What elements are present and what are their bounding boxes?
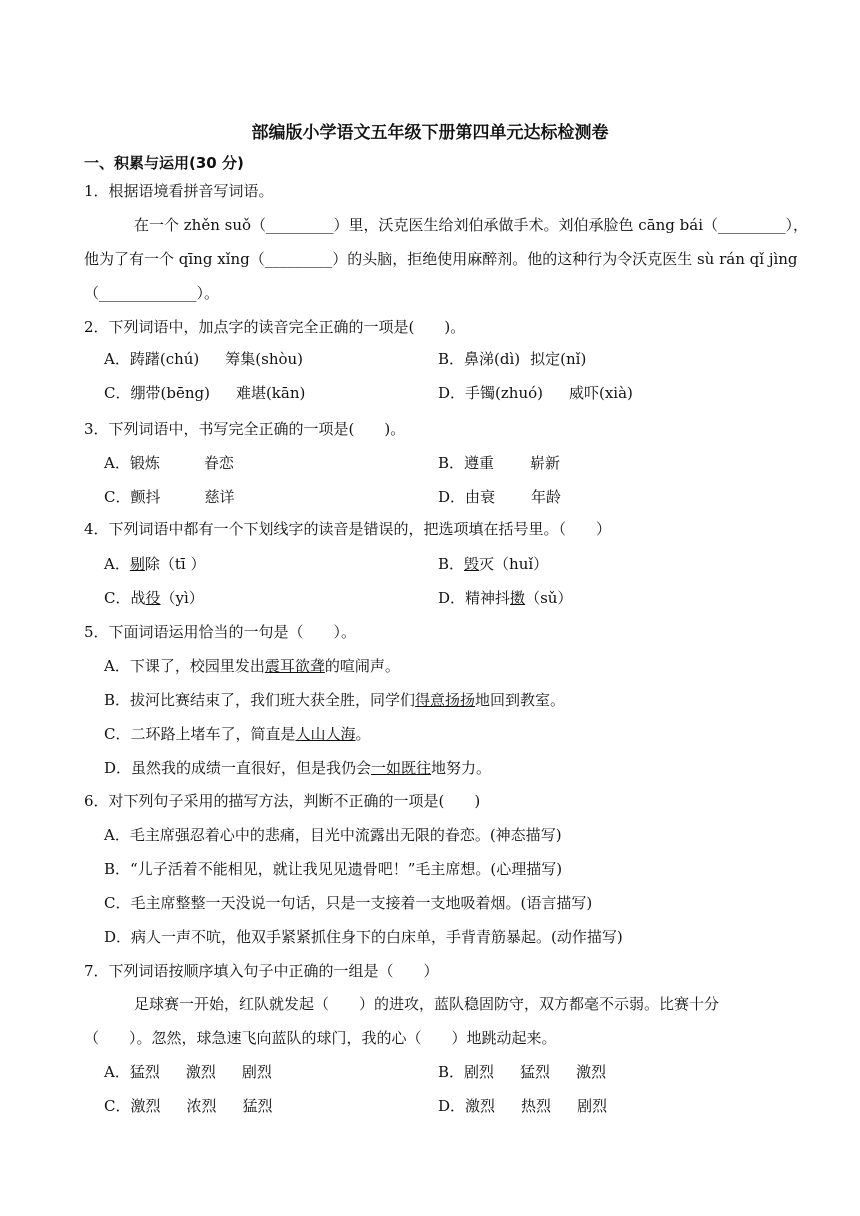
q3-stem: 3．下列词语中，书写完全正确的一项是( )。 [84, 420, 406, 438]
q4-stem: 4．下列词语中都有一个下划线字的读音是错误的，把选项填在括号里。（ ） [84, 520, 612, 538]
q6-option-c: C．毛主席整整一天没说一句话，只是一支接着一支地吸着烟。(语言描写) [104, 894, 593, 912]
q6-option-b: B．“儿子活着不能相见，就让我见见遗骨吧！”毛主席想。(心理描写) [104, 860, 563, 878]
option-rest: 灭（huǐ） [479, 555, 549, 573]
option-rest: 。 [355, 725, 371, 743]
option-label: A． [104, 350, 130, 368]
q2-option-a [104, 348, 303, 369]
option-word: 锻炼 [129, 454, 160, 472]
page-title: 部编版小学语文五年级下册第四单元达标检测卷 [251, 123, 609, 143]
q6-stem: 6．对下列句子采用的描写方法，判断不正确的一项是( ) [84, 792, 481, 810]
option-label: C． [104, 384, 131, 402]
q2-option-b [438, 348, 586, 369]
q3-option-b [438, 452, 560, 473]
q5-option-c [104, 723, 371, 744]
q4-option-b [438, 553, 548, 574]
option-label: C． [104, 488, 131, 506]
option-label: D． [438, 1097, 466, 1115]
q4-option-d [438, 587, 572, 608]
option-rest: 的喧闹声。 [324, 657, 400, 675]
option-word: 剧烈 [577, 1097, 608, 1115]
option-word: 剧烈 [241, 1063, 272, 1081]
option-word: 颤抖 [130, 488, 161, 506]
underlined-char: 剔 [129, 555, 145, 573]
option-label: A． [104, 555, 130, 573]
option-label: D． [438, 589, 466, 607]
option-label: D． [438, 488, 466, 506]
underlined-char: 擞 [510, 589, 526, 607]
q2-stem: 2．下列词语中，加点字的读音完全正确的一项是( )。 [84, 318, 466, 336]
option-label: D． [438, 384, 466, 402]
option-word: 拟定(nǐ) [530, 350, 587, 368]
option-label: B． [438, 454, 465, 472]
option-word: 激烈 [465, 1097, 496, 1115]
option-rest: 地回到教室。 [475, 691, 566, 709]
option-word: 剧烈 [464, 1063, 495, 1081]
option-word: 筹集(shòu) [225, 350, 304, 368]
q5-option-d [104, 757, 491, 778]
q1-text-line-3: （_____________）。 [84, 284, 220, 302]
option-label: B． [438, 350, 465, 368]
option-word: 踌躇(chú) [129, 350, 200, 368]
q2-option-c [104, 382, 305, 403]
option-word: 遵重 [464, 454, 495, 472]
underlined-phrase: 震耳欲聋 [264, 657, 325, 675]
option-prefix: A．下课了，校园里发出 [104, 657, 265, 675]
q7-option-c [104, 1095, 273, 1116]
underlined-phrase: 得意扬扬 [415, 691, 476, 709]
option-prefix: 精神抖 [465, 589, 511, 607]
option-prefix: B．拔河比赛结束了，我们班大获全胜，同学们 [104, 691, 416, 709]
q7-option-a [104, 1061, 272, 1082]
q4-option-a [104, 553, 205, 574]
option-rest: 除（tī ） [144, 555, 206, 573]
option-label: C． [104, 1097, 131, 1115]
q7-text-line-2: （ ）。忽然，球急速飞向蓝队的球门，我的心（ ）地跳动起来。 [84, 1029, 557, 1047]
section-heading: 一、积累与运用(30 分) [84, 154, 244, 172]
option-word: 热烈 [521, 1097, 552, 1115]
option-label: A． [104, 454, 130, 472]
option-word: 崭新 [530, 454, 561, 472]
option-word: 激烈 [130, 1097, 161, 1115]
option-word: 慈详 [204, 488, 235, 506]
q6-option-a: A．毛主席强忍着心中的悲痛，目光中流露出无限的眷恋。(神态描写) [104, 826, 562, 844]
option-word: 鼻涕(dì) [464, 350, 521, 368]
option-prefix: D．虽然我的成绩一直很好，但是我仍会 [104, 759, 372, 777]
option-prefix: C．二环路上堵车了，简直是 [104, 725, 296, 743]
q6-option-d: D．病人一声不吭，他双手紧紧抓住身下的白床单，手背青筋暴起。(动作描写) [104, 928, 623, 946]
option-label: C． [104, 589, 131, 607]
option-word: 激烈 [185, 1063, 216, 1081]
option-word: 难堪(kān) [235, 384, 306, 402]
option-word: 猛烈 [242, 1097, 273, 1115]
q7-stem: 7．下列词语按顺序填入句子中正确的一组是（ ） [84, 962, 439, 980]
option-word: 绷带(bēng) [130, 384, 210, 402]
option-word: 手镯(zhuó) [465, 384, 543, 402]
q1-text-line-2: 他为了有一个 qīng xǐng（_________）的头脑，拒绝使用麻醉剂。他的这种行为令沃克医生 sù rán qǐ jìng [84, 250, 798, 268]
option-word: 威吓(xià) [569, 384, 633, 402]
option-label: B． [438, 1063, 465, 1081]
option-rest: 地努力。 [431, 759, 492, 777]
q7-text-line-1: 足球赛一开始，红队就发起（ ）的进攻，蓝队稳固防守，双方都毫不示弱。比赛十分 [134, 995, 720, 1013]
option-word: 年龄 [531, 488, 562, 506]
q4-option-c [104, 587, 204, 608]
q3-option-c [104, 486, 235, 507]
option-word: 猛烈 [520, 1063, 551, 1081]
option-rest: （sǔ） [525, 589, 573, 607]
q3-option-a [104, 452, 234, 473]
underlined-phrase: 一如既往 [371, 759, 432, 777]
option-word: 激烈 [576, 1063, 607, 1081]
q1-text-line-1: 在一个 zhěn suǒ（_________）里，沃克医生给刘伯承做手术。刘伯承脸色 cāng bái（_________）， [134, 216, 809, 234]
q7-option-b [438, 1061, 606, 1082]
option-word: 猛烈 [129, 1063, 160, 1081]
q5-option-a [104, 655, 400, 676]
q2-option-d [438, 382, 633, 403]
q7-option-d [438, 1095, 607, 1116]
option-word: 浓烈 [186, 1097, 217, 1115]
option-word: 眷恋 [203, 454, 234, 472]
option-label: B． [438, 555, 465, 573]
option-rest: （yì） [160, 589, 204, 607]
option-word: 由衰 [465, 488, 496, 506]
q5-stem: 5．下面词语运用恰当的一句是（ ）。 [84, 623, 357, 641]
underlined-char: 毁 [464, 555, 480, 573]
option-prefix: 战 [130, 589, 146, 607]
q1-stem: 1．根据语境看拼音写词语。 [84, 182, 274, 200]
q3-option-d [438, 486, 561, 507]
option-label: A． [104, 1063, 130, 1081]
underlined-char: 役 [145, 589, 161, 607]
underlined-phrase: 人山人海 [295, 725, 356, 743]
q5-option-b [104, 689, 565, 710]
